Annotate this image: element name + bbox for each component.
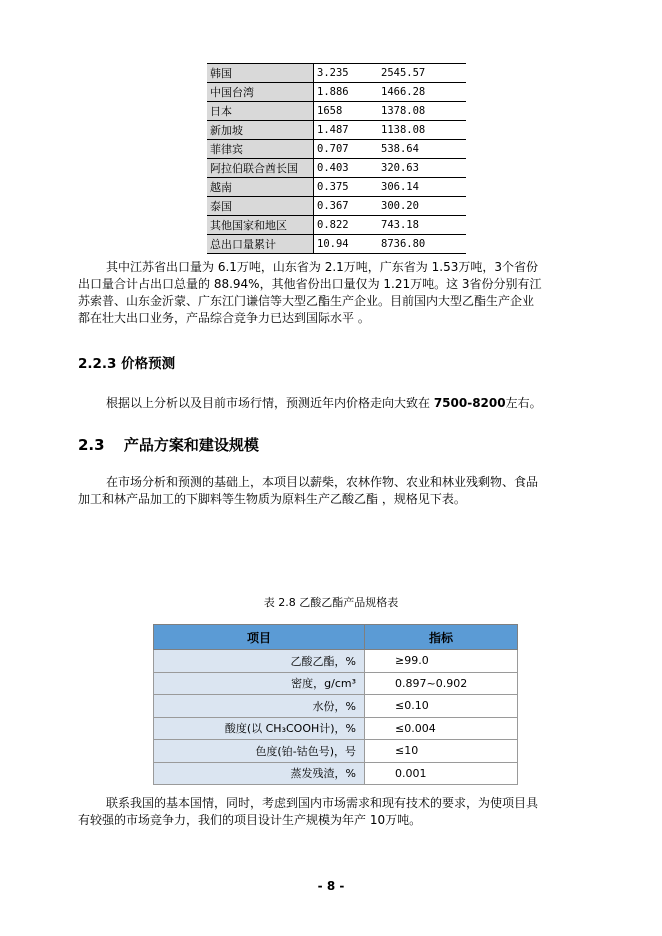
table-row <box>207 159 466 178</box>
value-cell: 0.403 <box>314 159 379 178</box>
section-heading-price-forecast <box>78 352 175 372</box>
paragraph-line: 联系我国的基本国情，同时，考虑到国内市场需求和现有技术的要求，为使项目具 <box>106 796 539 810</box>
spec-value: ≤0.004 <box>365 717 518 740</box>
value-cell: 2545.57 <box>378 64 466 83</box>
spec-item: 色度(铂-钴色号)，号 <box>154 740 365 763</box>
country-cell: 韩国 <box>207 64 314 83</box>
paragraph-line: 在市场分析和预测的基础上，本项目以薪柴，农林作物、农业和林业残剩物、食品 <box>106 475 539 489</box>
value-cell: 1466.28 <box>378 83 466 102</box>
page-number: - 8 - <box>317 879 345 893</box>
table-row <box>207 216 466 235</box>
value-cell: 1138.08 <box>378 121 466 140</box>
value-cell: 1.487 <box>314 121 379 140</box>
value-cell: 0.707 <box>314 140 379 159</box>
table-row <box>154 650 518 673</box>
table-row <box>207 197 466 216</box>
country-cell: 其他国家和地区 <box>207 216 314 235</box>
value-cell: 3.235 <box>314 64 379 83</box>
paragraph-line: 有较强的市场竞争力，我们的项目设计生产规模为年产 10万吨。 <box>78 813 422 827</box>
spec-item: 蒸发残渣，% <box>154 762 365 785</box>
country-cell: 菲律宾 <box>207 140 314 159</box>
spec-value: 0.897~0.902 <box>365 672 518 695</box>
spec-value: ≥99.0 <box>365 650 518 673</box>
product-paragraph <box>78 474 598 508</box>
value-cell: 320.63 <box>378 159 466 178</box>
value-cell: 8736.80 <box>378 235 466 254</box>
table-row <box>154 740 518 763</box>
table-row <box>154 762 518 785</box>
country-cell: 中国台湾 <box>207 83 314 102</box>
country-cell: 新加坡 <box>207 121 314 140</box>
value-cell: 538.64 <box>378 140 466 159</box>
value-cell: 0.367 <box>314 197 379 216</box>
country-cell: 日本 <box>207 102 314 121</box>
column-header: 指标 <box>365 625 518 650</box>
table-row <box>207 121 466 140</box>
section-heading-product-scheme <box>78 434 259 455</box>
section-title: 产品方案和建设规模 <box>123 436 259 454</box>
price-text: 根据以上分析以及目前市场行情，预测近年内价格走向大致在 <box>106 396 434 410</box>
spec-item: 酸度(以 CH₃COOH计)，% <box>154 717 365 740</box>
spec-item: 水份，% <box>154 695 365 718</box>
scale-paragraph <box>78 795 598 829</box>
value-cell: 0.375 <box>314 178 379 197</box>
product-spec-table <box>153 624 518 785</box>
value-cell: 743.18 <box>378 216 466 235</box>
section-title: 价格预测 <box>121 356 176 372</box>
export-statistics-table <box>207 63 466 254</box>
table-row <box>207 235 466 254</box>
export-paragraph <box>78 259 598 327</box>
section-number: 2.2.3 <box>78 356 117 372</box>
paragraph-line: 都在壮大出口业务，产品综合竞争力已达到国际水平 。 <box>78 311 370 325</box>
spec-item: 乙酸乙酯，% <box>154 650 365 673</box>
table-row <box>154 695 518 718</box>
price-suffix: 左右。 <box>505 396 542 410</box>
table-row <box>207 140 466 159</box>
table-row <box>154 672 518 695</box>
spec-item: 密度，g/cm³ <box>154 672 365 695</box>
country-cell: 总出口量累计 <box>207 235 314 254</box>
country-cell: 泰国 <box>207 197 314 216</box>
value-cell: 10.94 <box>314 235 379 254</box>
table-caption: 表 2.8 乙酸乙酯产品规格表 <box>263 596 399 609</box>
column-header: 项目 <box>154 625 365 650</box>
paragraph-line: 其中江苏省出口量为 6.1万吨，山东省为 2.1万吨，广东省为 1.53万吨，3个省份 <box>106 260 538 274</box>
spec-value: ≤0.10 <box>365 695 518 718</box>
table-row <box>207 64 466 83</box>
spec-value: 0.001 <box>365 762 518 785</box>
table-row <box>207 178 466 197</box>
paragraph-line: 苏索普、山东金沂蒙、广东江门谦信等大型乙酯生产企业。目前国内大型乙酯生产企业 <box>78 294 535 308</box>
country-cell: 阿拉伯联合酋长国 <box>207 159 314 178</box>
section-number: 2.3 <box>78 436 105 454</box>
value-cell: 306.14 <box>378 178 466 197</box>
table-row <box>154 717 518 740</box>
paragraph-line: 加工和林产品加工的下脚料等生物质为原料生产乙酸乙酯 ，规格见下表。 <box>78 492 466 506</box>
value-cell: 300.20 <box>378 197 466 216</box>
price-range: 7500-8200 <box>433 396 506 410</box>
value-cell: 1378.08 <box>378 102 466 121</box>
spec-value: ≤10 <box>365 740 518 763</box>
value-cell: 1.886 <box>314 83 379 102</box>
table-header-row <box>154 625 518 650</box>
table-row <box>207 102 466 121</box>
price-paragraph <box>78 395 598 412</box>
country-cell: 越南 <box>207 178 314 197</box>
value-cell: 1658 <box>314 102 379 121</box>
table-row <box>207 83 466 102</box>
paragraph-line: 出口量合计占出口总量的 88.94%，其他省份出口量仅为 1.21万吨。这 3省份分别有江 <box>78 277 542 291</box>
paragraph-line <box>78 395 598 412</box>
value-cell: 0.822 <box>314 216 379 235</box>
